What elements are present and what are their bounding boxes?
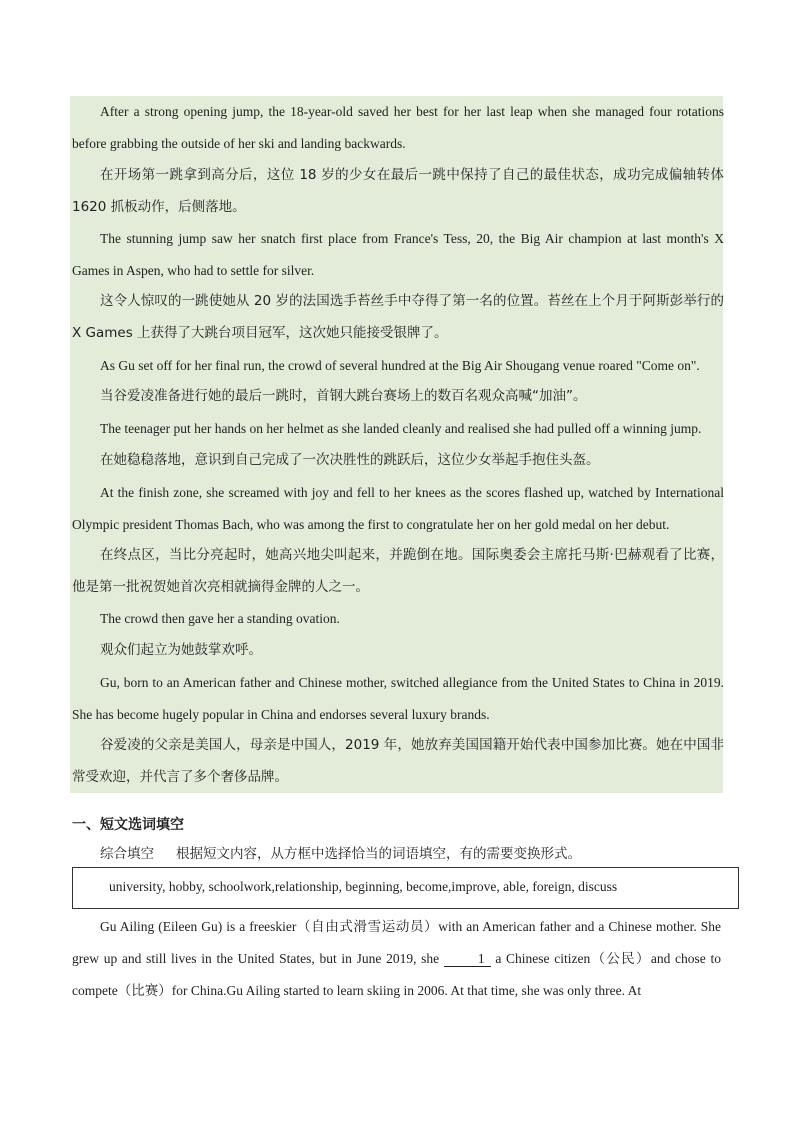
passage-text-2: a Chinese citizen（公民）and chose to compete（比赛）for China.Gu Ailing started to learn skiing in 2006. At that time, she was only three. At <box>72 951 721 998</box>
exercise-instruction <box>100 842 581 862</box>
word-bank-text: university, hobby, schoolwork,relationship, beginning, become,improve, able, foreign, discuss <box>109 879 618 894</box>
word-bank-box <box>72 867 739 909</box>
paragraph-en-2: The stunning jump saw her snatch first place from France's Tess, 20, the Big Air champion at last month's X Games in Aspen, who had to settle for silver. <box>72 231 724 278</box>
instruction-text: 根据短文内容，从方框中选择恰当的词语填空，有的需要变换形式。 <box>176 846 581 862</box>
paragraph-en-6: The crowd then gave her a standing ovation. <box>100 611 340 626</box>
section-title: 一、短文选词填空 <box>72 817 184 833</box>
paragraph-en-5: At the finish zone, she screamed with joy and fell to her knees as the scores flashed up, watched by International Olympic president Thomas Bach, who was among the first to congratulate her on her gold medal on her debut. <box>72 485 724 532</box>
paragraph-en-7: Gu, born to an American father and Chinese mother, switched allegiance from the United States to China in 2019. She has become hugely popular in China and endorses several luxury brands. <box>72 675 724 722</box>
paragraph-en-4: The teenager put her hands on her helmet as she landed cleanly and realised she had pulled off a winning jump. <box>100 421 702 436</box>
blank-1[interactable]: 1 <box>444 952 491 967</box>
paragraph-en-1: After a strong opening jump, the 18-year-old saved her best for her last leap when she managed four rotations before grabbing the outside of her ski and landing backwards. <box>72 104 724 151</box>
cloze-passage <box>72 911 721 1007</box>
paragraph-en-3: As Gu set off for her final run, the crowd of several hundred at the Big Air Shougang venue roared "Come on". <box>100 358 700 373</box>
paragraph-zh-1: 在开场第一跳拿到高分后，这位 18 岁的少女在最后一跳中保持了自己的最佳状态，成功完成偏轴转体 1620 抓板动作，后侧落地。 <box>72 167 724 215</box>
paragraph-zh-2: 这令人惊叹的一跳使她从 20 岁的法国选手苔丝手中夺得了第一名的位置。苔丝在上个月于阿斯彭举行的 X Games 上获得了大跳台项目冠军，这次她只能接受银牌了。 <box>72 293 724 341</box>
paragraph-zh-7: 谷爱凌的父亲是美国人，母亲是中国人，2019 年，她放弃美国国籍开始代表中国参加比赛。她在中国非常受欢迎，并代言了多个奢侈品牌。 <box>72 737 724 785</box>
paragraph-zh-3: 当谷爱凌准备进行她的最后一跳时，首钢大跳台赛场上的数百名观众高喊“加油”。 <box>100 388 587 404</box>
passage-text-1: Gu Ailing (Eileen Gu) is a freeskier（自由式滑雪运动员）with an American father and a Chinese mother. She grew up and still lives in the United States, but in June 2019, she <box>72 919 721 966</box>
instruction-label: 综合填空 <box>100 846 154 862</box>
paragraph-zh-5: 在终点区，当比分亮起时，她高兴地尖叫起来，并跪倒在地。国际奥委会主席托马斯·巴赫观看了比赛，他是第一批祝贺她首次亮相就摘得金牌的人之一。 <box>72 547 724 595</box>
paragraph-zh-6: 观众们起立为她鼓掌欢呼。 <box>100 642 262 658</box>
paragraph-zh-4: 在她稳稳落地，意识到自己完成了一次决胜性的跳跃后，这位少女举起手抱住头盔。 <box>100 452 600 468</box>
